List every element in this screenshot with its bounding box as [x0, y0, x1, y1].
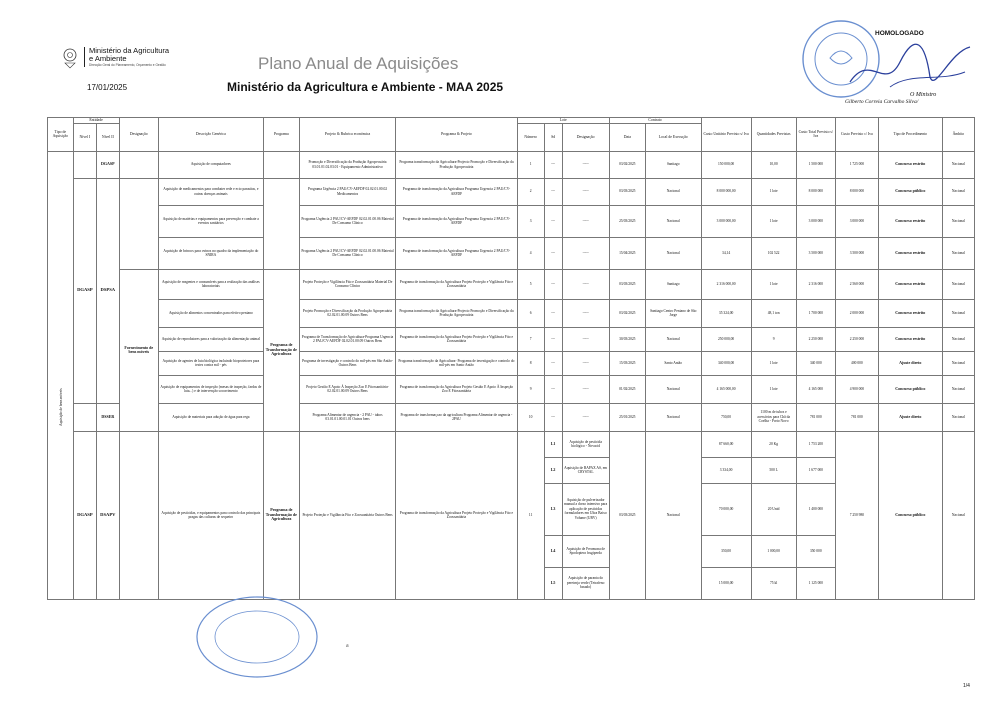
numero-cell: 8	[517, 351, 544, 375]
numero-cell: 2	[517, 178, 544, 205]
programa-projeto-cell: Programa transformação da Agricultura-Projecto Promoção e Diversificação da Produção Agropecuária	[396, 299, 518, 327]
custo-total-cell: 1 700 000	[796, 299, 836, 327]
lote-designacao-cell: Aquisição de Feromona de Spodoptera frugiperda	[562, 535, 609, 567]
col-contrato: Contrato	[609, 118, 701, 124]
descricao-cell: Aquisição de medicamentos para combater rede e ecto parasitas, e outras doenças animais	[159, 178, 264, 205]
numero-cell: 11	[517, 431, 544, 599]
custo-previsto-cell: 1 725 000	[836, 151, 879, 178]
data-cell: 03/02/2025	[609, 151, 645, 178]
local-cell: Nacional	[645, 375, 701, 403]
numero-cell: 10	[517, 403, 544, 431]
sd-cell: L2	[544, 457, 562, 483]
col-nivel2: Nível II	[97, 123, 119, 151]
quantidade-cell: 20 Kg	[751, 431, 796, 457]
local-cell: Santo Antão	[645, 351, 701, 375]
custo-total-cell: 1 677 000	[796, 457, 836, 483]
table-row	[48, 178, 975, 205]
programa-projeto-cell: Programa de transformação da Agricultura Projeto Gestão E Apoio À Inspeção Zoo E Fitossanitária	[396, 375, 518, 403]
custo-total-cell: 1 400 000	[796, 483, 836, 535]
custo-unitario-cell: 750,00	[701, 403, 751, 431]
quantidade-cell: 1 lote	[751, 269, 796, 299]
sd-cell: L1	[544, 431, 562, 457]
ambito-cell: Nacional	[942, 151, 974, 178]
procedimento-cell: Ajuste direto	[878, 351, 942, 375]
numero-cell: 1	[517, 151, 544, 178]
custo-unitario-cell: 350,00	[701, 535, 751, 567]
quantidade-cell: 1 lote	[751, 375, 796, 403]
col-procedimento: Tipo de Procedimento	[878, 118, 942, 152]
custo-previsto-cell: 3 500 000	[836, 237, 879, 269]
ministry-name-line1: Ministério da Agricultura	[89, 46, 170, 55]
procedimento-cell: Concurso restrito	[878, 205, 942, 237]
designacao-cell	[119, 178, 159, 269]
custo-unitario-cell: 3 000 000,00	[701, 205, 751, 237]
sd-cell: L5	[544, 567, 562, 599]
col-sd: Sd	[544, 123, 562, 151]
descricao-cell: Aquisição de matérias e equipamentos para prevenção e combate a eventos sanitários	[159, 205, 264, 237]
data-cell: 01/02/2025	[609, 375, 645, 403]
sd-cell: ---	[544, 351, 562, 375]
data-cell: 25/03/2025	[609, 205, 645, 237]
page-subtitle: Ministério da Agricultura e Ambiente - MAA 2025	[227, 80, 504, 94]
lote-designacao-cell: Aquisição de paranta do peretrnja verde (Tetrafeno basado)	[562, 567, 609, 599]
descricao-cell: Aquisição de agentes de luta biológica incluindo bioprotetores para testes contra mil - pés	[159, 351, 264, 375]
table-row	[48, 351, 975, 375]
custo-previsto-cell: 781 000	[836, 403, 879, 431]
minister-signature-icon	[830, 32, 980, 102]
col-projeto-rubrica: Projeto & Rubrica económica	[299, 118, 395, 152]
page-number: 1/4	[963, 683, 970, 689]
ministry-name-line2: e Ambiente	[89, 54, 127, 63]
local-cell: Nacional	[645, 178, 701, 205]
table-row	[48, 151, 975, 178]
custo-unitario-cell: 4 165 000,00	[701, 375, 751, 403]
col-programa-projeto: Programa & Projeto	[396, 118, 518, 152]
col-quantidades: Quantidades Previstas	[751, 118, 796, 152]
descricao-cell: Aquisição de computadores	[159, 151, 264, 178]
projeto-cell: Programa Urgência 2 PAU/CV-AEFDF 02.02.01.00.06 Material De Consumo Clínico	[299, 205, 395, 237]
custo-previsto-cell: 2 250 000	[836, 327, 879, 351]
ambito-cell: Nacional	[942, 327, 974, 351]
document-date: 17/01/2025	[87, 83, 128, 92]
ambito-cell: Nacional	[942, 403, 974, 431]
ministry-name-line3: Direcção Geral do Planeamento, Orçamento e Gestão	[89, 63, 166, 67]
col-tipo: Tipo de Aquisição	[48, 118, 74, 152]
approval-label: HOMOLOGADO	[875, 30, 924, 37]
nivel2-cell: DSSER	[97, 403, 119, 431]
numero-cell: 6	[517, 299, 544, 327]
sd-cell: L3	[544, 483, 562, 535]
designacao-cell	[119, 151, 159, 178]
descricao-cell: Aquisição de equipamentos de inspeção (mesas de inspeção, fardas de luta...) e de intervenção socorrimento	[159, 375, 264, 403]
quantidade-cell: 1 lote	[751, 351, 796, 375]
nivel1-cell	[73, 403, 96, 431]
numero-cell: 4	[517, 237, 544, 269]
page-mark: a	[346, 643, 349, 649]
sd-cell: ---	[544, 178, 562, 205]
quantidade-cell: 1100 m de tubos e acessórios para Chã da Coelha - Porto Novo	[751, 403, 796, 431]
numero-cell: 7	[517, 327, 544, 351]
nivel1-cell: DGASP	[73, 431, 96, 599]
custo-previsto-cell: 8 000 000	[836, 178, 879, 205]
descricao-cell: Aquisição de reagentes e consumíveis para a realização das análises laboratoriais	[159, 269, 264, 299]
data-cell: 03/03/2025	[609, 269, 645, 299]
quantidade-cell: 75 kl	[751, 567, 796, 599]
local-cell: Nacional	[645, 403, 701, 431]
procedimento-cell: Concurso restrito	[878, 237, 942, 269]
quantidade-cell: 1 000,00	[751, 535, 796, 567]
custo-unitario-cell: 250 000,00	[701, 327, 751, 351]
sd-cell: ---	[544, 269, 562, 299]
data-cell: 15/04/2025	[609, 237, 645, 269]
sd-cell: ---	[544, 151, 562, 178]
lote-designacao-cell: -----	[562, 205, 609, 237]
projeto-cell: Promoção e Diversificação da Produção Agropecuária 03.01.01.02.03.01 - Equipamento Administrativo	[299, 151, 395, 178]
programa-projeto-cell: Programa de transformação da Agricultura Programa Urgencia 2 PAU/CV-AEFDF	[396, 237, 518, 269]
procedimento-cell: Concurso público	[878, 375, 942, 403]
lote-designacao-cell: Aquisição de BAPAX AS, em CRYSTAL	[562, 457, 609, 483]
programa-group-cell: Programa de Transformação de Agricultura	[263, 269, 299, 431]
coat-of-arms-icon	[62, 47, 78, 69]
custo-unitario-cell: 70 000,00	[701, 483, 751, 535]
sd-cell: ---	[544, 237, 562, 269]
custo-total-cell: 1 753 200	[796, 431, 836, 457]
sd-cell: ---	[544, 403, 562, 431]
lote-designacao-cell: Aquisição de pesticida biológico - Novacid	[562, 431, 609, 457]
projeto-cell: Programa Urgência 2 PAU/CV-AEFDF 02.02.01.00.06 Material De Consumo Clínico	[299, 237, 395, 269]
local-cell: Santiago Centro Peniano de São Jorge	[645, 299, 701, 327]
sd-cell: ---	[544, 375, 562, 403]
programa-projeto-cell: Programa transformação da Agricultura- Programa de investigação e controlo do mil-pés em Santo Antão	[396, 351, 518, 375]
table-row	[48, 431, 975, 457]
descricao-cell: Aquisição de reprodutores para a valorização da alimentação animal	[159, 327, 264, 351]
lote-designacao-cell: Aquisição de pulverizador manual a dorso intensivo para aplicação de pesticidas formuladores em Ultra Baixo Volume (UBV)	[562, 483, 609, 535]
numero-cell: 3	[517, 205, 544, 237]
programa-projeto-cell: Programa de transformação da Agricultura Projeto Proteção e Vigilância Fito e Zoossanitária	[396, 269, 518, 299]
table-row	[48, 403, 975, 431]
quantidade-cell: 10,00	[751, 151, 796, 178]
custo-total-cell: 8 000 000	[796, 178, 836, 205]
projeto-cell: Projeto Gestão E Apoio À Inspeção Zoo E Fitossanitária- 02.02.01.00.09 Outros Bens	[299, 375, 395, 403]
custo-total-cell: 1 500 000	[796, 151, 836, 178]
table-row	[48, 375, 975, 403]
custo-previsto-cell: 4 900 000	[836, 375, 879, 403]
descricao-cell: Aquisição de pesticidas, e equipamentos para controlo das principais pragas das culturas de sequeiro	[159, 431, 264, 599]
nivel1-cell	[73, 151, 96, 178]
projeto-cell: Programa Urgência 2 PAU/CV-AEFDF 02.02.01.00.02 Medicamentos	[299, 178, 395, 205]
designacao-group-cell: Fornecimento de bens móveis	[119, 269, 159, 431]
data-cell: 03/03/2025	[609, 431, 645, 599]
programa-projeto-cell: Programa de transformação da Agricultura Projeto Proteção e Vigilância Fito e Zoossanitária	[396, 327, 518, 351]
procedimento-cell: Concurso restrito	[878, 151, 942, 178]
col-lote: Lote	[517, 118, 609, 124]
col-local: Local de Execução	[645, 123, 701, 151]
data-cell: 03/02/2025	[609, 299, 645, 327]
programa-cell: Programa de Transformação de Agricultura	[263, 431, 299, 599]
local-cell: Nacional	[645, 237, 701, 269]
custo-unitario-cell: 35 324,00	[701, 299, 751, 327]
lote-designacao-cell: -----	[562, 151, 609, 178]
quantidade-cell: 9	[751, 327, 796, 351]
side-label-text: Aquisição de bens móveis	[59, 388, 63, 426]
programa-projeto-cell: Programa de transformação da Agricultura Programa Urgencia 2 PAU/CV-AEFDF	[396, 205, 518, 237]
ambito-cell: Nacional	[942, 237, 974, 269]
custo-previsto-cell: 7 250 980	[836, 431, 879, 599]
sd-cell: ---	[544, 327, 562, 351]
numero-cell: 5	[517, 269, 544, 299]
data-cell: 30/03/2025	[609, 327, 645, 351]
nivel1-cell: DGASP	[73, 178, 96, 403]
projeto-cell: Projeto Proteção e Vigilância Fito e Zoossanitária Outros Bens	[299, 431, 395, 599]
nivel2-cell: DSAPV	[97, 431, 119, 599]
numero-cell: 9	[517, 375, 544, 403]
data-cell: 15/03/2025	[609, 351, 645, 375]
procedimento-cell: Ajuste direto	[878, 403, 942, 431]
col-nivel1: Nível I	[73, 123, 96, 151]
descricao-cell: Aquisição de brincos para ovinos no quadro da implementação do SNIRA	[159, 237, 264, 269]
col-lote-designacao: Designação	[562, 123, 609, 151]
projeto-cell: Programa de Transformação de Agricultura-Programa Urgencia 2 PAU/CV-AEFDF 02.02.01.00.09 Outros Bens	[299, 327, 395, 351]
programa-projeto-cell: Programa de transformação da Agricultura Projeto Proteção e Vigilância Fito e Zoossanitária	[396, 431, 518, 599]
col-data: Data	[609, 123, 645, 151]
nivel2-cell: DSPSA	[97, 178, 119, 403]
custo-total-cell: 3 500 000	[796, 237, 836, 269]
quantidade-cell: 1 lote	[751, 205, 796, 237]
ambito-cell: Nacional	[942, 299, 974, 327]
lote-designacao-cell: -----	[562, 299, 609, 327]
procedimento-cell: Concurso restrito	[878, 327, 942, 351]
custo-unitario-cell: 3 334,00	[701, 457, 751, 483]
projeto-cell: Projeto Promoção e Diversificação da Produção Agropecuária 02.02.01.00.09 Outros Bens	[299, 299, 395, 327]
lote-designacao-cell: -----	[562, 351, 609, 375]
quantidade-cell: 500 L	[751, 457, 796, 483]
col-numero: Número	[517, 123, 544, 151]
sd-cell: L4	[544, 535, 562, 567]
lote-designacao-cell: -----	[562, 403, 609, 431]
lote-designacao-cell: -----	[562, 178, 609, 205]
procedimento-cell: Concurso público	[878, 178, 942, 205]
custo-unitario-cell: 340 000,00	[701, 351, 751, 375]
descricao-cell: Aquisição de alimentos concentrados para efetivo peniano	[159, 299, 264, 327]
projeto-cell: Programa Alimentar de urgencia - 2 PAU - tubos 03.01.01.00.01.01 Outros bens	[299, 403, 395, 431]
ambito-cell: Nacional	[942, 375, 974, 403]
ambito-cell: Nacional	[942, 351, 974, 375]
ambito-cell: Nacional	[942, 431, 974, 599]
custo-previsto-cell: 3 000 000	[836, 205, 879, 237]
sd-cell: ---	[544, 205, 562, 237]
custo-unitario-cell: 34,14	[701, 237, 751, 269]
designacao-cell	[119, 431, 159, 599]
procedimento-cell: Concurso restrito	[878, 299, 942, 327]
procedimento-cell: Concurso público	[878, 431, 942, 599]
programa-projeto-cell: Programa de transformação da Agricultura Programa Urgencia 2 PAU/CV-AEFDF	[396, 178, 518, 205]
projeto-cell: Projeto Proteção e Vigilância Fito e Zoossanitária Material De Consumo Clínico	[299, 269, 395, 299]
table-row	[48, 299, 975, 327]
approval-name: Gilberto Correia Carvalho Silva/	[845, 99, 919, 105]
local-cell: Santiago	[645, 151, 701, 178]
custo-previsto-cell: 2 560 000	[836, 269, 879, 299]
approval-role: O Ministro	[910, 92, 937, 98]
col-descricao: Descrição Genérica	[159, 118, 264, 152]
col-designacao: Designação	[119, 118, 159, 152]
custo-total-cell: 1 125 000	[796, 567, 836, 599]
custo-previsto-cell: 400 000	[836, 351, 879, 375]
quantidade-cell: 1 lote	[751, 178, 796, 205]
data-cell: 03/03/2025	[609, 178, 645, 205]
programa-cell	[263, 151, 299, 178]
lote-designacao-cell: -----	[562, 269, 609, 299]
custo-total-cell: 3 000 000	[796, 205, 836, 237]
table-row	[48, 327, 975, 351]
custo-previsto-cell: 2 000 000	[836, 299, 879, 327]
lote-designacao-cell: -----	[562, 327, 609, 351]
custo-total-cell: 781 000	[796, 403, 836, 431]
acquisition-plan-table	[47, 117, 975, 600]
local-cell: Nacional	[645, 205, 701, 237]
custo-total-cell: 2 250 000	[796, 327, 836, 351]
table-row	[48, 205, 975, 237]
ambito-cell: Nacional	[942, 178, 974, 205]
local-cell: Nacional	[645, 327, 701, 351]
page-title: Plano Anual de Aquisições	[258, 54, 459, 73]
col-custo-total: Custo Total Previsto s/ Iva	[796, 118, 836, 152]
data-cell: 25/01/2025	[609, 403, 645, 431]
col-entidade: Entidade	[73, 118, 119, 124]
quantidade-cell: 20 Unid	[751, 483, 796, 535]
table-row	[48, 269, 975, 299]
quantidade-cell: 48,1 ton	[751, 299, 796, 327]
programa-cell	[263, 178, 299, 269]
local-cell: Nacional	[645, 431, 701, 599]
quantidade-cell: 102 522	[751, 237, 796, 269]
ambito-cell: Nacional	[942, 269, 974, 299]
descricao-cell: Aquisição de materiais para adução de água para rega	[159, 403, 264, 431]
custo-unitario-cell: 87 660,00	[701, 431, 751, 457]
header-row	[48, 118, 975, 124]
table-row	[48, 237, 975, 269]
lote-designacao-cell: -----	[562, 375, 609, 403]
custo-total-cell: 2 316 000	[796, 269, 836, 299]
custo-total-cell: 4 165 000	[796, 375, 836, 403]
custo-unitario-cell: 15 000,00	[701, 567, 751, 599]
tipo-cell	[48, 151, 74, 599]
procedimento-cell: Concurso restrito	[878, 269, 942, 299]
custo-total-cell: 350 000	[796, 535, 836, 567]
programa-projeto-cell: Programa transformação da Agricultura-Projecto Promoção e Diversificação da Produção Agropecuária	[396, 151, 518, 178]
custo-unitario-cell: 2 316 000,00	[701, 269, 751, 299]
sd-cell: ---	[544, 299, 562, 327]
institution-stamp-icon	[192, 592, 322, 682]
col-ambito: Âmbito	[942, 118, 974, 152]
custo-total-cell: 340 000	[796, 351, 836, 375]
col-programa: Programa	[263, 118, 299, 152]
ambito-cell: Nacional	[942, 205, 974, 237]
projeto-cell: Programa de investigação e controlo do mil-pés em São Antão- Outros Bens	[299, 351, 395, 375]
lote-designacao-cell: -----	[562, 237, 609, 269]
programa-projeto-cell: Programa de transformaçcao da agricultura Programa Alimentar de urgencia - 2PAU	[396, 403, 518, 431]
nivel2-cell: DGASP	[97, 151, 119, 178]
custo-unitario-cell: 150 000,00	[701, 151, 751, 178]
custo-unitario-cell: 8 000 000,00	[701, 178, 751, 205]
col-custo-unitario: Custo Unitário Previsto s/ Iva	[701, 118, 751, 152]
col-custo-previsto: Custo Previsto c/ Iva	[836, 118, 879, 152]
local-cell: Santiago	[645, 269, 701, 299]
